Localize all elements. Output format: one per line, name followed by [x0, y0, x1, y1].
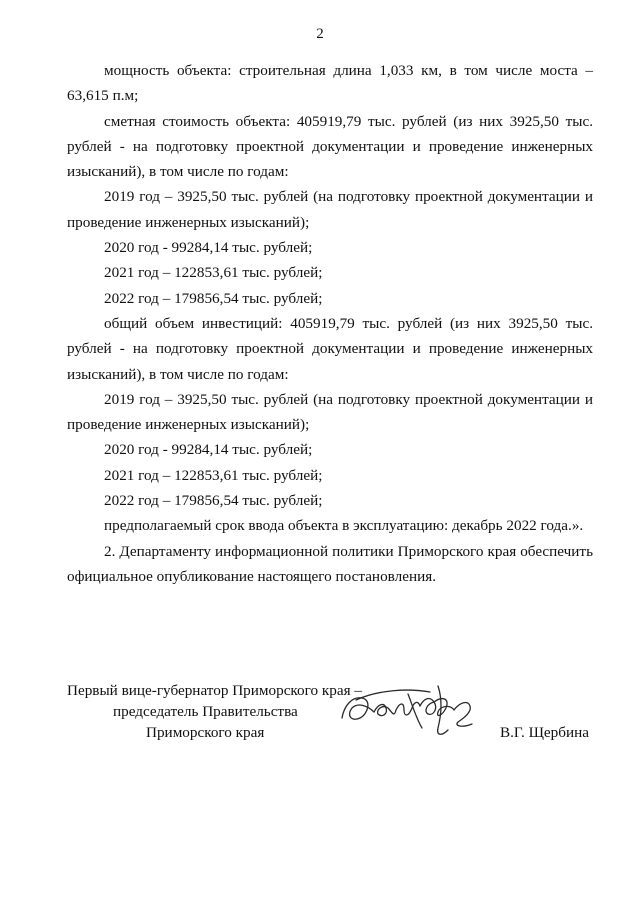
- paragraph-cost-2022: 2022 год – 179856,54 тыс. рублей;: [104, 289, 323, 307]
- paragraph-investment-total: общий объем инвестиций: 405919,79 тыс. рублей (из них 3925,50 тыс. рублей - на подготовку проектной документации и проведение инженерных изысканий), в том числе по годам:: [67, 314, 593, 383]
- signatory-title-line-2: председатель Правительства: [113, 703, 298, 720]
- paragraph-estimated-cost: сметная стоимость объекта: 405919,79 тыс. рублей (из них 3925,50 тыс. рублей - на подготовку проектной документации и проведение инженерных изысканий), в том числе по годам:: [67, 112, 593, 181]
- paragraph-cost-2020: 2020 год - 99284,14 тыс. рублей;: [104, 239, 313, 257]
- signature-block: [67, 680, 593, 750]
- paragraph-investment-2022: 2022 год – 179856,54 тыс. рублей;: [104, 492, 323, 510]
- document-body: [67, 58, 593, 589]
- handwritten-signature: [338, 678, 488, 744]
- page-number: 2: [316, 26, 324, 42]
- paragraph-investment-2020: 2020 год - 99284,14 тыс. рублей;: [104, 441, 313, 459]
- signatory-title-line-3: Приморского края: [146, 724, 265, 741]
- paragraph-cost-2019: 2019 год – 3925,50 тыс. рублей (на подготовку проектной документации и проведение инженерных изысканий);: [67, 188, 593, 231]
- paragraph-capacity: мощность объекта: строительная длина 1,033 км, в том числе моста – 63,615 п.м;: [67, 62, 593, 105]
- paragraph-investment-2019: 2019 год – 3925,50 тыс. рублей (на подготовку проектной документации и проведение инженерных изысканий);: [67, 390, 593, 434]
- paragraph-publication-order: 2. Департаменту информационной политики Приморского края обеспечить официальное опубликование настоящего постановления.: [67, 542, 593, 585]
- paragraph-investment-2021: 2021 год – 122853,61 тыс. рублей;: [104, 466, 323, 484]
- paragraph-cost-2021: 2021 год – 122853,61 тыс. рублей;: [104, 264, 323, 282]
- signatory-name: В.Г. Щербина: [500, 724, 589, 741]
- paragraph-commissioning-date: предполагаемый срок ввода объекта в эксплуатацию: декабрь 2022 года.».: [104, 517, 584, 535]
- signatory-title-line-1: Первый вице-губернатор Приморского края –: [67, 682, 362, 699]
